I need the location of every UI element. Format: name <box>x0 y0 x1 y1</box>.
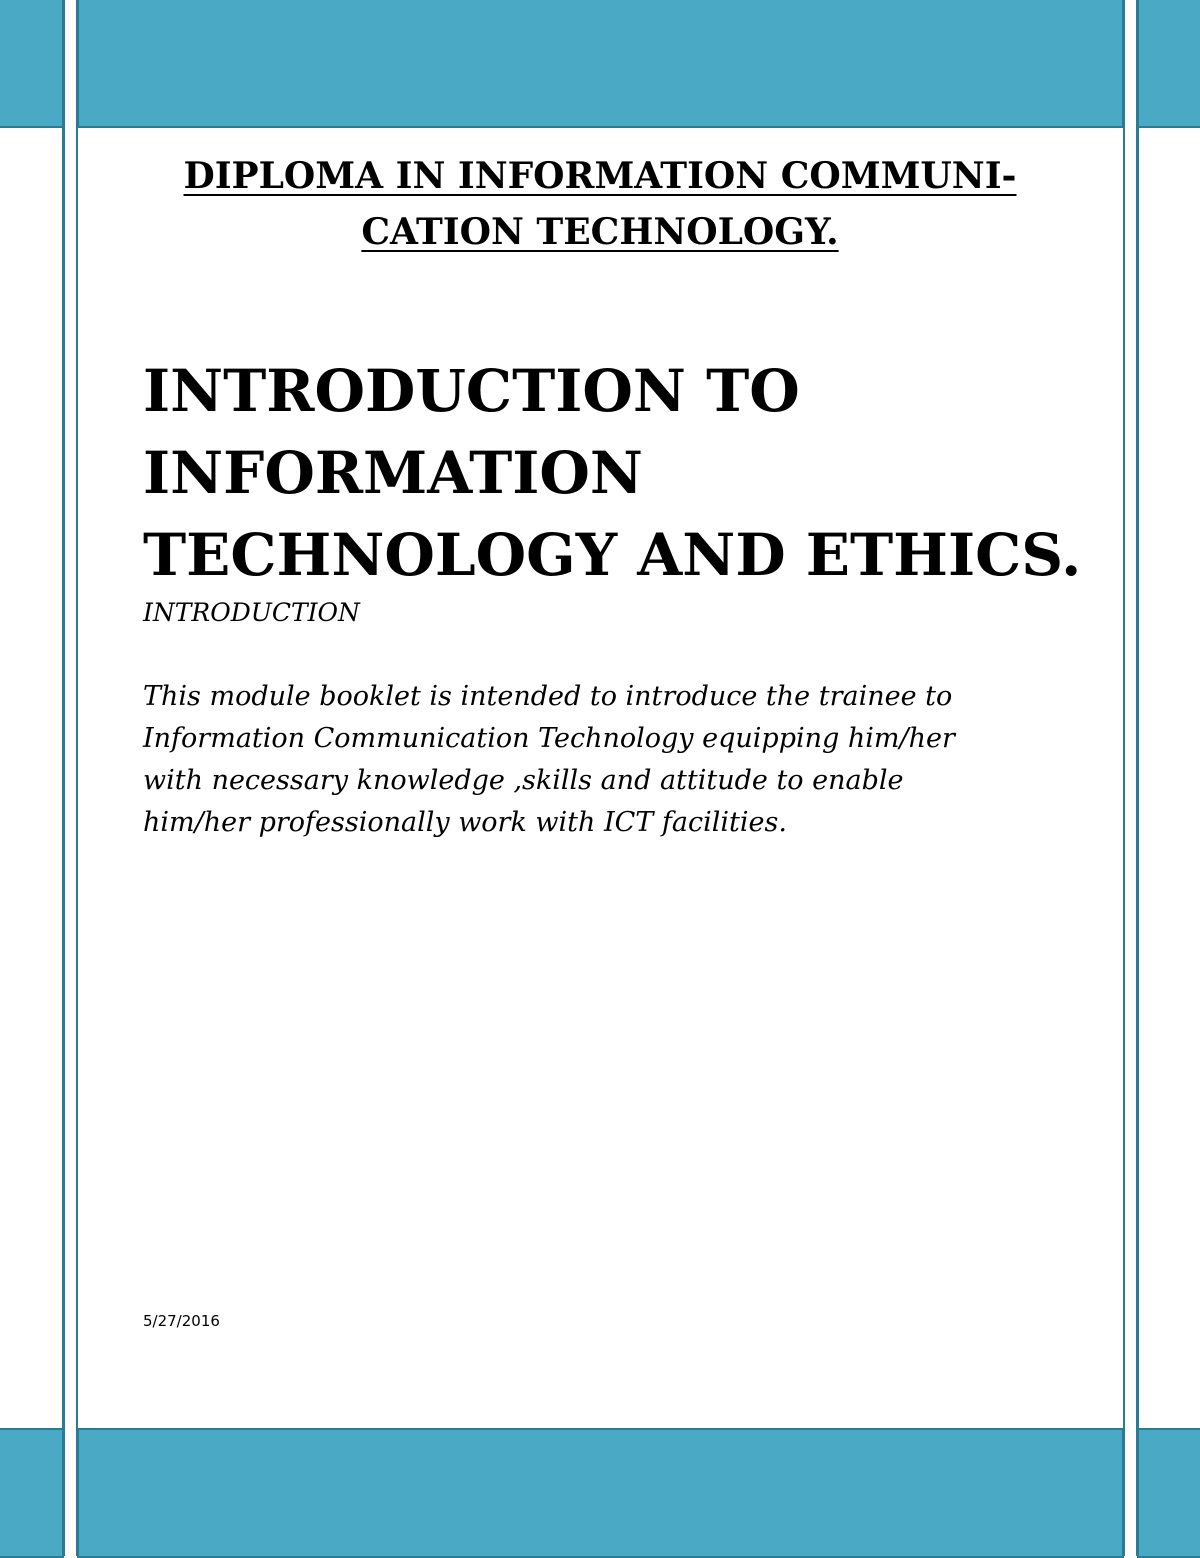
top-banner <box>77 0 1124 128</box>
module-title-line2: INFORMATION <box>143 439 643 507</box>
module-title <box>143 350 1103 596</box>
diploma-title-line2: CATION TECHNOLOGY. <box>361 211 839 253</box>
intro-line-2: Information Communication Technology equipping him/her <box>143 723 955 754</box>
intro-line-4: him/her professionally work with ICT facilities. <box>143 807 787 838</box>
publication-date: 5/27/2016 <box>143 1312 220 1330</box>
module-title-line3: TECHNOLOGY AND ETHICS. <box>143 521 1082 589</box>
left-frame-bar <box>63 0 78 1556</box>
intro-line-3: with necessary knowledge ,skills and attitude to enable <box>143 765 904 796</box>
introduction-label: INTRODUCTION <box>143 598 360 627</box>
introduction-paragraph <box>143 676 1093 844</box>
top-right-corner-block <box>1137 0 1200 128</box>
bottom-left-corner-block <box>0 1428 64 1558</box>
bottom-right-corner-block <box>1137 1428 1200 1558</box>
bottom-banner <box>77 1428 1124 1558</box>
top-left-corner-block <box>0 0 64 128</box>
diploma-title-line1: DIPLOMA IN INFORMATION COMMUNI- <box>183 155 1017 197</box>
intro-line-1: This module booklet is intended to introduce the trainee to <box>143 681 953 712</box>
module-title-line1: INTRODUCTION TO <box>143 357 800 425</box>
right-frame-bar <box>1123 0 1138 1556</box>
diploma-title <box>100 148 1100 260</box>
right-margin-outline <box>1137 126 1200 1432</box>
left-margin-outline <box>0 126 64 1432</box>
